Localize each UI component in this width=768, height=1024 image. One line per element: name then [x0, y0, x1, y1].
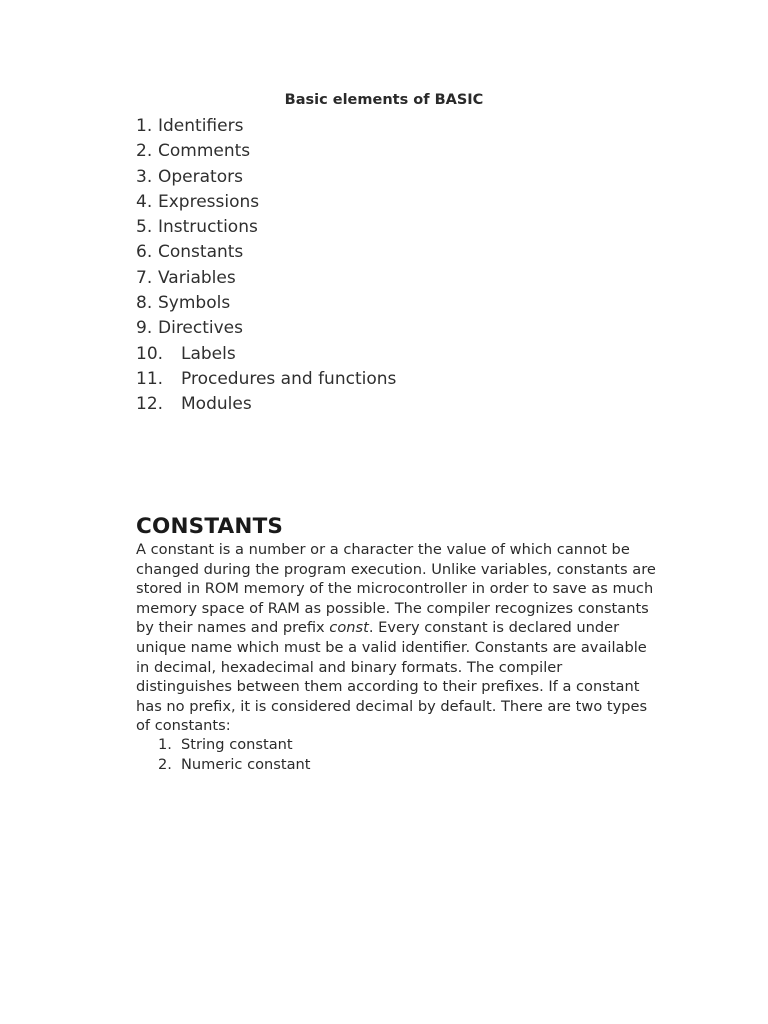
paragraph-line	[136, 618, 681, 638]
paragraph-line: A constant is a number or a character the value of which cannot be	[136, 541, 630, 558]
list-item-label: Instructions	[158, 217, 258, 238]
list-item	[136, 165, 396, 190]
basic-elements-list	[136, 114, 396, 418]
const-keyword: const	[329, 619, 369, 637]
list-item-label: Variables	[158, 267, 236, 288]
list-item-label: Expressions	[158, 191, 260, 212]
paragraph-line: in decimal, hexadecimal and binary formats. The compiler	[136, 658, 563, 676]
document-title: Basic elements of BASIC	[284, 92, 484, 108]
list-item-number: 7.	[136, 267, 153, 288]
constants-paragraph	[136, 540, 681, 736]
list-item-number: 12.	[136, 394, 164, 415]
list-item-number: 9.	[136, 318, 153, 339]
list-item	[158, 735, 311, 755]
paragraph-line: changed during the program execution. Unlike variables, constants are	[136, 560, 656, 578]
list-item-number: 2.	[136, 141, 153, 162]
list-item-label: Labels	[181, 343, 236, 364]
paragraph-line: distinguishes between them according to their prefixes. If a constant	[136, 678, 640, 696]
list-item-label: String constant	[181, 736, 293, 753]
list-item-label: Constants	[158, 242, 244, 263]
list-item-label: Numeric constant	[181, 755, 311, 773]
list-item-label: Operators	[158, 166, 243, 187]
list-item-number: 8.	[136, 293, 153, 314]
list-item-number: 11.	[136, 368, 164, 389]
list-item-label: Procedures and functions	[181, 368, 397, 389]
list-item-label: Directives	[158, 318, 243, 339]
list-item-label: Symbols	[158, 293, 231, 314]
paragraph-line: memory space of RAM as possible. The compiler recognizes constants	[136, 599, 649, 617]
list-item-number: 10.	[136, 343, 164, 364]
paragraph-line: has no prefix, it is considered decimal by default. There are two types	[136, 697, 648, 715]
list-item	[136, 342, 396, 367]
constant-types-list	[158, 735, 311, 774]
paragraph-text: . Every constant is declared under	[368, 619, 620, 637]
list-item-number: 1.	[158, 736, 172, 753]
paragraph-line: unique name which must be a valid identifier. Constants are available	[136, 638, 647, 656]
list-item-number: 3.	[136, 166, 153, 187]
list-item-number: 1.	[136, 116, 153, 136]
list-item	[136, 139, 396, 164]
list-item-label: Modules	[181, 394, 252, 415]
section-heading-constants: CONSTANTS	[136, 514, 284, 539]
list-item	[136, 190, 396, 215]
list-item-number: 4.	[136, 191, 153, 212]
list-item-label: Comments	[158, 141, 251, 162]
paragraph-line: stored in ROM memory of the microcontroller in order to save as much	[136, 580, 654, 598]
list-item	[136, 316, 396, 341]
list-item	[158, 755, 311, 775]
list-item	[136, 392, 396, 417]
list-item	[136, 266, 396, 291]
list-item-number: 2.	[158, 755, 172, 773]
list-item	[136, 367, 396, 392]
list-item-label: Identifiers	[158, 116, 244, 136]
list-item	[136, 215, 396, 240]
list-item	[136, 291, 396, 316]
list-item-number: 6.	[136, 242, 153, 263]
list-item	[136, 240, 396, 265]
paragraph-line: of constants:	[136, 717, 231, 735]
list-item-number: 5.	[136, 217, 153, 238]
list-item	[136, 114, 396, 139]
paragraph-text: by their names and prefix	[136, 619, 330, 637]
